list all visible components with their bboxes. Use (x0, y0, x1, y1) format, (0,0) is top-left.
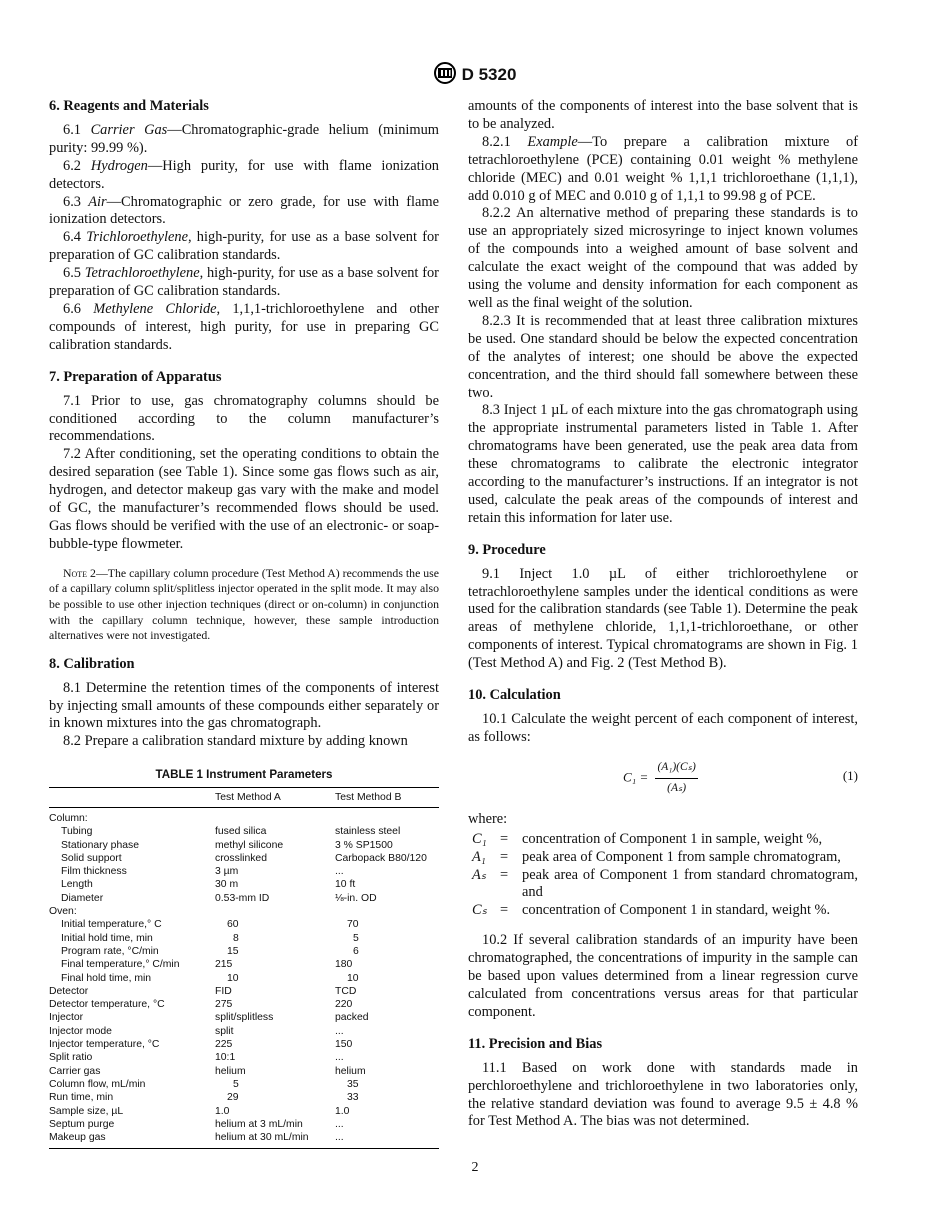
parameter-label-cell: Oven: (49, 906, 77, 918)
table-row (49, 1078, 439, 1091)
paragraph: 8.2.1 Example—To prepare a calibration mixture of tetrachloroethylene (PCE) containing 0.01 weight % methylene chloride (MEC) and 0.01 weight % 1,1,1 trichloroethane (1,1,1), add 0.010 g of MEC and 0.010 g of 1,1,1 to 99.98 g of PCE. (468, 133, 858, 204)
parameter-value-cell: 150 (335, 1039, 353, 1051)
parameter-value-cell: helium at 30 mL/min (215, 1131, 335, 1149)
right-column (468, 98, 858, 1131)
parameter-value-cell: ... (335, 1118, 344, 1130)
table-row (49, 1131, 439, 1149)
parameter-value-cell: 180 (335, 959, 353, 971)
equation-number: (1) (842, 767, 858, 783)
left-column (49, 98, 439, 751)
parameter-label-cell: Carrier gas (49, 1065, 101, 1077)
parameter-label-cell: Septum purge (49, 1118, 115, 1130)
parameter-value-cell: FID (215, 985, 232, 997)
table-group-row (49, 808, 439, 826)
paragraph: 8.2 Prepare a calibration standard mixture by adding known (63, 733, 408, 750)
section-heading: 6. Reagents and Materials (49, 98, 209, 114)
table-row (49, 852, 439, 865)
table-row (49, 1025, 439, 1038)
table-row (49, 1011, 439, 1024)
parameter-label-cell: Run time, min (49, 1092, 114, 1104)
instrument-parameters-table (49, 768, 439, 1149)
paragraph: amounts of the components of interest into the base solvent that is to be analyzed. (468, 98, 858, 132)
parameter-value-cell (335, 808, 439, 826)
equation-lhs: C₁ = (623, 769, 649, 785)
table-header-row (49, 788, 439, 808)
column-header: Test Method B (335, 788, 439, 808)
parameter-value-cell: helium at 3 mL/min (215, 1118, 303, 1130)
table-row (49, 825, 439, 838)
column-header (49, 788, 215, 808)
parameter-label-cell: Split ratio (49, 1052, 93, 1064)
parameter-label-cell: Injector (49, 1012, 84, 1024)
table-row (49, 1038, 439, 1051)
section-heading: 9. Procedure (468, 541, 546, 558)
parameter-value-cell: packed (335, 1012, 369, 1024)
table-row (49, 1051, 439, 1064)
parameter-value-cell: 15 (227, 945, 239, 957)
parameter-value-cell: 5 (353, 932, 359, 944)
parameter-label-cell: Stationary phase (61, 839, 139, 851)
where-label: where: (468, 810, 508, 827)
section-heading: 8. Calibration (49, 655, 135, 672)
parameter-value-cell: ... (335, 866, 344, 878)
parameter-label-cell: Length (61, 879, 93, 891)
table-row (49, 985, 439, 998)
paragraph: 11.1 Based on work done with standards made in perchloroethylene and trichloroethylene in two laboratories only, the relative standard deviation was found to average 9.5 ± 4.8 % for Test Method A. The bias was not determined. (468, 1059, 858, 1130)
paragraph: 6.2 Hydrogen—High purity, for use with flame ionization detectors. (49, 157, 439, 192)
paragraph: 6.1 Carrier Gas—Chromatographic-grade helium (minimum purity: 99.99 %). (49, 121, 439, 156)
table-group-row (49, 905, 439, 918)
paragraph: 8.1 Determine the retention times of the components of interest by injecting small amounts of these compounds either separately or in known mixtures into the gas chromatograph. (49, 679, 439, 732)
table-row (49, 932, 439, 945)
parameter-value-cell: 225 (215, 1039, 233, 1051)
parameter-value-cell: 30 m (215, 879, 239, 891)
parameter-label-cell: Final temperature,° C/min (61, 959, 180, 971)
table-row (49, 972, 439, 985)
parameter-value-cell: 275 (215, 999, 233, 1011)
parameter-value-cell: helium (215, 1065, 246, 1077)
parameter-label-cell: Program rate, °C/min (61, 945, 159, 957)
parameter-label-cell: Final hold time, min (61, 972, 152, 984)
definition-item: Aₛ = peak area of Component 1 from standard chromatogram, and (472, 866, 858, 901)
paragraph: 9.1 Inject 1.0 µL of either trichloroethylene or tetrachloroethylene samples under the identical conditions as were used for the calibration standards (see Table 1). Determine the peak areas of methylene chloride, 1,1,1-trichloroethane, or other components of interest. Typical chromatograms are shown in Fig. 1 (Test Method A) and Fig. 2 (Test Method B). (468, 565, 858, 672)
table-row (49, 892, 439, 905)
parameter-value-cell: 60 (227, 919, 239, 931)
definition-item: Cₛ = concentration of Component 1 in standard, weight %. (472, 902, 831, 919)
note-2: Note 2—The capillary column procedure (Test Method A) recommends the use of a capillary column split/splitless injector operated in the split mode. It may also be possible to use other injection techniques (direct or on-column) in conjunction with the capillary column technique, however, these sample introduction alternatives were not investigated. (49, 565, 440, 643)
parameter-label-cell: Column flow, mL/min (49, 1078, 146, 1090)
parameter-value-cell: 220 (335, 999, 353, 1011)
parameter-value-cell (335, 905, 439, 918)
equation-numerator: (A₁)(Cₛ) (655, 759, 697, 779)
designation: D 5320 (461, 64, 517, 84)
definition-item: A₁ = peak area of Component 1 from sample chromatogram, (472, 848, 841, 865)
parameter-value-cell: 215 (215, 959, 233, 971)
parameter-label-cell: Column: (49, 813, 88, 824)
parameter-value-cell: 29 (227, 1092, 239, 1104)
equation-denominator: (Aₛ) (667, 781, 687, 794)
parameter-label-cell: Film thickness (61, 866, 127, 878)
paragraph: 6.5 Tetrachloroethylene, high-purity, for use as a base solvent for preparation of GC calibration standards. (49, 265, 439, 300)
parameter-value-cell: 10 (347, 972, 359, 984)
table-row (49, 1091, 439, 1104)
paragraph: 7.2 After conditioning, set the operating conditions to obtain the desired separation (see Table 1). Since some gas flows such as air, hydrogen, and detector makeup gas vary with the make and model of GC, the manufacturer’s recommended flows should be used. Gas flows should be verified with the use of an electronic- or soap- bubble-type flowmeter. (49, 446, 439, 552)
parameter-label-cell: Initial temperature,° C (61, 919, 162, 931)
paragraph: 7.1 Prior to use, gas chromatography columns should be conditioned according to the column manufacturer’s recommendations. (49, 392, 439, 445)
parameter-value-cell: 1.0 (215, 1105, 230, 1117)
parameter-value-cell (215, 905, 335, 918)
table-row (49, 1065, 439, 1078)
table-caption: TABLE 1 Instrument Parameters (155, 768, 333, 781)
parameter-value-cell: 10:1 (215, 1052, 236, 1064)
table-row (49, 958, 439, 971)
paragraph: 10.2 If several calibration standards of an impurity have been chromatographed, the concentrations of impurity in the sample can be based upon values determined from a linear regression curve calculated from concentrations versus areas for that particular component. (468, 932, 858, 1020)
paragraph: 8.2.3 It is recommended that at least three calibration mixtures be used. One standard should be below the expected concentration of the analytes of interest; one should be above the expected concentration, and the third should fall somewhere between these two. (468, 312, 858, 401)
parameter-label-cell: Tubing (61, 826, 93, 838)
equation-fraction (655, 759, 697, 798)
parameter-value-cell: 1.0 (335, 1105, 350, 1117)
parameter-value-cell: methyl silicone (215, 839, 284, 851)
table-row (49, 878, 439, 891)
astm-logo-icon (434, 62, 456, 89)
parameter-value-cell: 35 (347, 1078, 359, 1090)
parameter-label-cell: Detector (49, 985, 89, 997)
parameter-value-cell: 5 (233, 1078, 239, 1090)
parameter-label-cell: Detector temperature, °C (49, 999, 165, 1011)
parameter-value-cell: helium (335, 1065, 366, 1077)
parameter-value-cell: 0.53-mm ID (215, 892, 270, 904)
parameter-value-cell: 10 ft (335, 879, 356, 891)
parameter-value-cell: 8 (233, 932, 239, 944)
column-header: Test Method A (215, 788, 335, 808)
parameter-value-cell: Carbopack B80/120 (335, 852, 427, 864)
parameter-value-cell: 3 % SP1500 (335, 839, 393, 851)
parameter-value-cell: TCD (335, 985, 357, 997)
parameter-label-cell: Sample size, µL (49, 1105, 124, 1117)
parameter-label-cell: Makeup gas (49, 1131, 215, 1149)
parameter-label-cell: Solid support (61, 852, 122, 864)
parameter-value-cell: 33 (347, 1092, 359, 1104)
table-row (49, 998, 439, 1011)
parameter-label-cell: Injector mode (49, 1025, 112, 1037)
equation-1 (468, 755, 858, 801)
parameter-value-cell: 10 (227, 972, 239, 984)
parameter-value-cell: stainless steel (335, 826, 401, 838)
parameter-value-cell: ... (335, 1025, 344, 1037)
table-row (49, 945, 439, 958)
parameter-value-cell: crosslinked (215, 852, 267, 864)
parameter-value-cell: 70 (347, 919, 359, 931)
table-row (49, 1105, 439, 1118)
paragraph: 6.3 Air—Chromatographic or zero grade, for use with flame ionization detectors. (49, 193, 440, 228)
parameter-value-cell: 3 µm (215, 866, 239, 878)
section-heading: 7. Preparation of Apparatus (49, 368, 222, 385)
parameter-label-cell: Initial hold time, min (61, 932, 153, 944)
parameter-value-cell: ... (335, 1052, 344, 1064)
section-heading: 10. Calculation (468, 687, 561, 704)
parameter-value-cell: split/splitless (215, 1012, 274, 1024)
parameter-value-cell: fused silica (215, 826, 267, 838)
table-row (49, 1118, 439, 1131)
parameter-label-cell: Diameter (61, 892, 104, 904)
paragraph: 6.6 Methylene Chloride, 1,1,1-trichloroethylene and other compounds of interest, high purity, for use in preparing GC calibration standards. (49, 300, 439, 353)
parameter-value-cell (215, 808, 335, 826)
paragraph: 6.4 Trichloroethylene, high-purity, for use as a base solvent for preparation of GC calibration standards. (49, 229, 439, 264)
definition-list (468, 831, 858, 921)
table-row (49, 918, 439, 931)
parameter-value-cell: ⅛-in. OD (335, 892, 377, 904)
parameter-value-cell: ... (335, 1131, 439, 1149)
paragraph: 8.3 Inject 1 µL of each mixture into the gas chromatograph using the appropriate instrumental parameters listed in Table 1. After chromatograms have been generated, use the peak area data from these chromatograms to calibrate the electronic integrator according to the manufacturer’s instructions. If an integrator is not used, calculate the peak areas of the compounds of interest and retain this information for later use. (468, 402, 858, 526)
parameter-value-cell: 6 (353, 945, 359, 957)
section-heading: 11. Precision and Bias (468, 1035, 603, 1052)
parameter-value-cell: split (215, 1025, 234, 1037)
definition-item: C₁ = concentration of Component 1 in sample, weight %, (472, 830, 823, 847)
paragraph: 8.2.2 An alternative method of preparing these standards is to use an appropriately sized microsyringe to inject known volumes of the compounds into a weighed amount of base solvent and calculate the exact weight of the compound that was added by using the volume and density information for each component as well as the final weight of the solution. (468, 205, 858, 311)
paragraph: 10.1 Calculate the weight percent of each component of interest, as follows: (468, 711, 858, 745)
page-header (0, 62, 950, 89)
table-row (49, 865, 439, 878)
page-number: 2 (471, 1160, 479, 1175)
table-row (49, 839, 439, 852)
parameter-label-cell: Injector temperature, °C (49, 1039, 160, 1051)
